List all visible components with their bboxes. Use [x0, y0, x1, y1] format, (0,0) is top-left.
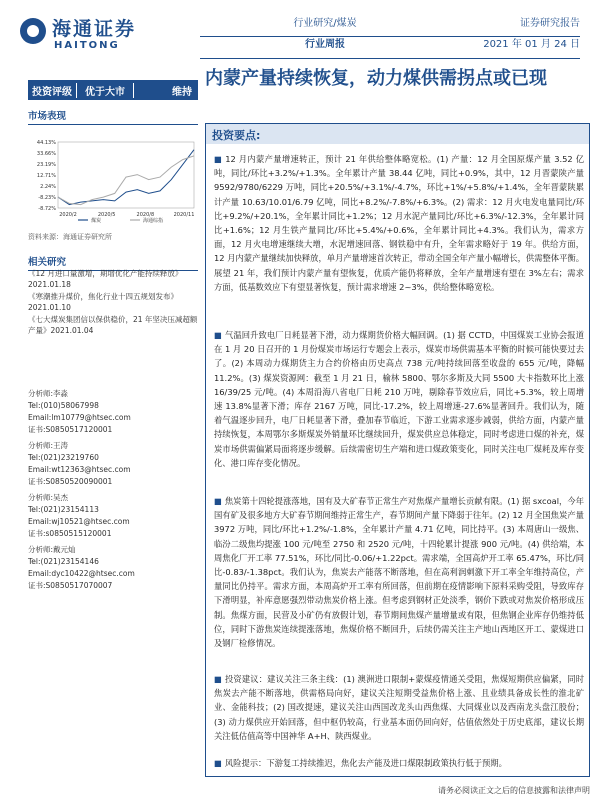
chart-source: 资料来源：海通证券研究所	[28, 233, 112, 241]
analyst-tel: Tel:(021)23154113	[28, 505, 99, 514]
report-title: 内蒙产量持续恢复，动力煤供需拐点或已现	[205, 68, 547, 89]
y-tick-label: 23.19%	[36, 162, 56, 168]
analyst-card	[28, 492, 203, 540]
y-tick-label: -8.72%	[38, 206, 56, 212]
summary-paragraph-supply	[214, 152, 584, 294]
legend-label: 海通综指	[143, 218, 164, 224]
related-item[interactable]: 《七大煤炭集团信以保供稳价，21 年坚决压减超额产量》2021.01.04	[28, 315, 198, 335]
y-tick-label: 44.13%	[36, 140, 56, 146]
report-label: 证券研究报告	[520, 18, 580, 29]
analyst-card	[28, 388, 203, 436]
analyst-email[interactable]: Email:wt12363@htsec.com	[28, 465, 131, 474]
header-divider-bottom	[200, 58, 580, 59]
related-item[interactable]: 《12 月进口量激增，期增优化产能持续释放》2021.01.18	[28, 269, 183, 289]
analyst-card	[28, 544, 203, 592]
analyst-name: 分析师:李淼	[28, 389, 69, 398]
rating-label: 投资评级	[32, 86, 72, 98]
company-logo	[20, 14, 137, 54]
summary-text: 风险提示：下游复工持续推迟，焦化去产能及进口煤限制政策执行低于预期。	[224, 758, 507, 768]
y-tick-label: -8.23%	[38, 195, 56, 201]
summary-paragraph-advice	[214, 672, 584, 743]
analyst-name: 分析师:戴元灿	[28, 545, 76, 554]
summary-heading: 投资要点:	[206, 124, 589, 144]
report-meta-block	[450, 14, 580, 50]
analyst-tel: Tel:(010)58067998	[28, 401, 99, 410]
chart-legend	[78, 217, 163, 224]
analyst-name: 分析师:吴杰	[28, 493, 69, 502]
y-tick-label: 33.66%	[36, 151, 56, 157]
bullet-icon: ■	[214, 674, 222, 684]
analyst-email[interactable]: Email:lm10779@htsec.com	[28, 413, 131, 422]
chart-frame	[58, 142, 194, 208]
report-date: 2021 年 01 月 24 日	[483, 39, 580, 50]
report-category: 行业研究/煤炭	[293, 18, 357, 29]
report-category-block	[270, 14, 380, 50]
report-type: 行业周报	[305, 39, 345, 50]
analyst-cert: 证书:S0850520090001	[28, 477, 113, 486]
report-header	[0, 0, 600, 64]
analyst-email[interactable]: Email:dyc10422@htsec.com	[28, 569, 135, 578]
summary-paragraph-risk	[214, 756, 584, 770]
x-tick-label: 2020/2	[59, 212, 77, 218]
market-performance-heading: 市场表现	[28, 108, 198, 125]
related-item[interactable]: 《寒潮推升煤价，焦化行业十四五规划发布》2021.01.10	[28, 292, 178, 312]
related-research-heading: 相关研究	[28, 254, 198, 271]
summary-paragraph-thermal	[214, 328, 584, 470]
chart-axes	[37, 140, 194, 218]
rating-action: 维持	[172, 86, 192, 98]
x-tick-label: 2020/11	[173, 212, 195, 218]
related-research-list	[28, 268, 203, 337]
investment-rating-bar	[28, 80, 198, 100]
analyst-email[interactable]: Email:wj10521@htsec.com	[28, 517, 130, 526]
market-performance-chart	[28, 136, 198, 224]
bullet-icon: ■	[214, 330, 222, 340]
chart-lines	[58, 150, 194, 205]
analyst-name: 分析师:王涛	[28, 441, 69, 450]
summary-text: 焦炭第十四轮提涨落地，国有及大矿春节正常生产对焦煤产量增长贡献有限。(1) 据 sxcoal，今年国有矿及很多地方大矿春节期间维持正常生产，春节期间产量下降弱于往年。(2) 12 月全国焦炭产量 3972 万吨，同比/环比+1.2%/-1.8%，全年累计产量 4.71 亿吨，同比持平。(3) 本周唐山一级焦、临汾二级焦均提涨 100 元/吨至 2750 和 2520 元/吨，十四轮累计提涨 900 元/吨。(4) 供给端，本周焦化厂开工率 77.51%，环比/同比-0.06/+1.22pct。需求端，全国高炉开工率 65.47%，环比/同比-0.83/-1.38pct。我们认为，焦炭去产能落不断落地，但在高利润刺激下开工率全年维持高位，产量同比仍持平。需求方面，本周高炉开工率有所回落，但前期在疫情影响下原料采购受阻，导致库存下滑明显，补库意愿强烈带动焦炭价格上涨。但考虑到钢材正处淡季，钢价下跌或对焦炭价格形成压制。焦煤方面，民营及小矿仍有放假计划，春节期间焦煤产量增量或有限，但焦钢企业库存仍维持低位，同时下游焦炭连续提涨落地，焦煤价格不断回升，后续仍需关注主产地山西地区开工、蒙煤进口及钢厂检修情况。	[214, 496, 584, 649]
analyst-cert: 证书:S0850517120001	[28, 425, 113, 434]
legend-label: 煤炭	[91, 218, 102, 224]
analyst-cert: 证书:s0850515120001	[28, 529, 112, 538]
logo-cn-text: 海通证券	[52, 18, 137, 40]
logo-mark-icon	[20, 18, 46, 44]
logo-en-text: HAITONG	[54, 40, 120, 51]
y-tick-label: 12.71%	[36, 173, 56, 179]
analyst-list	[28, 388, 203, 596]
analyst-card	[28, 440, 203, 488]
y-tick-label: 2.24%	[40, 184, 56, 190]
summary-paragraph-coke	[214, 494, 584, 650]
investment-summary-box	[205, 123, 590, 777]
disclaimer-footer: 请务必阅读正文之后的信息披露和法律声明	[438, 786, 590, 795]
analyst-tel: Tel:(021)23219760	[28, 453, 99, 462]
analyst-tel: Tel:(021)23154146	[28, 557, 99, 566]
summary-text: 投资建议：建议关注三条主线：(1) 澳洲进口限制+蒙煤疫情通关受阻，焦煤短期供应偏紧，同时焦炭去产能不断落地，供需格局向好，建议关注短期受益焦价格上涨、且业绩具备成长性的淮北矿业、金能科技；(2) 国改提速，建议关注山西国改龙头山西焦煤、大同煤业以及西南龙头盘江股份；(3) 动力煤供应开始回落，但中枢仍较高，行业基本面仍回向好，估值依然处于历史底部，建议长期关注低估值高等中国神华 A+H、陕西煤业。	[214, 674, 584, 741]
bullet-icon: ■	[214, 758, 222, 768]
x-tick-label: 2020/5	[97, 212, 116, 218]
rating-value: 优于大市	[76, 83, 134, 98]
summary-text: 12 月内蒙产量增速转正，预计 21 年供给整体略宽松。(1) 产量：12 月全国原煤产量 3.52 亿吨，同比/环比+3.2%/+1.3%。全年累计产量 38.44 亿吨，同比+0.9%，其中，12 月晋蒙陕产量 9592/9780/6229 万吨，同比+20.5%/+3.1%/-4.7%，环比+1%/+5.8%/+1.4%，全年晋蒙陕累计产量 10.63/10.01/6.79 亿吨，同比+8.2%/-7.8%/+6.3%。(2) 需求：12 月火电发电量同比/环比+9.2%/+20.1%，全年累计同比+1.2%；12 月水泥产量同比/环比+6.3%/-12.3%，全年累计同比+1.6%；12 月生铁产量同比/环比+5.4%/+0.6%，全年累计同比+4.3%。我们认为，需求方面，12 月火电增速继续大增，水泥增速回落、钢铁稳中有升，全年需求略好于 19 年。供给方面，12 月内蒙产量继续加快释放，单月产量增速首次转正，带动全国全年产量小幅增长，供需整体平衡。展望 21 年，我们预计内蒙产量有望恢复，优质产能仍将释放，全年产量增速有望在 3%左右；需求方面，低基数效应下有望显著恢复，预计需求增速 2~3%，供给整体略宽松。	[214, 154, 584, 292]
summary-text: 气温回升致电厂日耗显著下滑，动力煤期货价格大幅回调。(1) 据 CCTD，中国煤炭工业协会报道在 1 月 20 日召开的 1 月份煤炭市场运行专题会上表示，煤炭市场供需基本平衡的时候可能快要过去了。(2) 本周动力煤期货主力合约价格由历史高点 738 元/吨持续回落至收盘的 655 元/吨，降幅 11.2%。(3) 煤炭资源网：截至 1 月 21 日，榆林 5800、鄂尔多斯及大同 5500 大卡指数环比上涨 16/39/25 元/吨。(4) 本周沿海八省电厂日耗 210 万吨，剔除春节效应后，同比+5.3%，较上周增速 13.8%显著下滑；库存 2167 万吨，同比-17.2%，较上周增速-27.6%显著回升。我们认为，随着气温逐步回升，电厂日耗显著下滑，叠加春节临近，下游工业需求逐步减弱，供给方面，内蒙产量持续恢复，本周鄂尔多斯煤炭外销量环比继续回升，煤炭供应总体稳定，同时考虑进口煤的补充，煤炭市场供需偏紧局面将逐步缓解。后续需密切生产端和进口煤政策变化，同时关注电厂煤耗及库存变化、港口库存变化情况。	[214, 330, 584, 468]
x-tick-label: 2020/8	[136, 212, 155, 218]
bullet-icon: ■	[214, 154, 223, 164]
series-line-1	[58, 156, 194, 205]
analyst-cert: 证书:S0850517070007	[28, 581, 113, 590]
bullet-icon: ■	[214, 496, 222, 506]
